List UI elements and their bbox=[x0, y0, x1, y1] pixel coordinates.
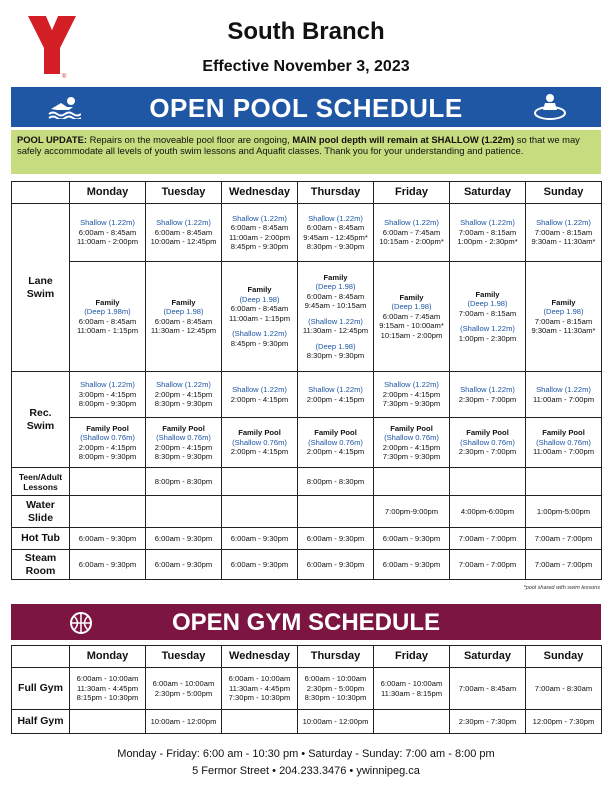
schedule-line: 2:00pm - 4:15pm bbox=[306, 447, 365, 457]
day-header: Thursday bbox=[298, 182, 374, 204]
steam-cell: 6:00am - 9:30pm bbox=[146, 550, 222, 580]
half-gym-cell bbox=[374, 710, 450, 734]
rec-family-cell bbox=[146, 418, 222, 468]
hottub-cell: 6:00am - 9:30pm bbox=[298, 528, 374, 550]
schedule-line: 7:00am - 8:30am bbox=[534, 683, 593, 693]
row-label-half-gym: Half Gym bbox=[12, 710, 70, 734]
schedule-line: Shallow (1.22m) bbox=[308, 385, 363, 394]
slide-cell: 4:00pm-6:00pm bbox=[450, 496, 526, 528]
schedule-line: Shallow (1.22m) bbox=[384, 218, 439, 228]
full-gym-row bbox=[12, 668, 602, 710]
schedule-line: 8:00pm - 9:30pm bbox=[78, 452, 137, 461]
schedule-line: 3:00pm - 4:15pm bbox=[78, 389, 137, 399]
rec-family-cell bbox=[374, 418, 450, 468]
corner-cell bbox=[12, 646, 70, 668]
steam-room-row bbox=[12, 550, 602, 580]
lane-shallow-cell bbox=[526, 204, 602, 262]
gym-banner bbox=[11, 604, 601, 640]
schedule-line: 8:00pm - 9:30pm bbox=[78, 399, 137, 409]
schedule-line: 9:45am - 12:45pm* bbox=[303, 232, 368, 242]
rec-swim-shallow-row bbox=[12, 372, 602, 418]
schedule-line: 11:00am - 2:00pm bbox=[228, 232, 291, 242]
day-header: Wednesday bbox=[222, 182, 298, 204]
schedule-line: Family Pool bbox=[162, 423, 205, 433]
rec-family-cell bbox=[298, 418, 374, 468]
rec-family-cell bbox=[526, 418, 602, 468]
schedule-line: Shallow (1.22m) bbox=[536, 385, 591, 394]
schedule-line: Shallow (1.22m) bbox=[308, 213, 363, 223]
teen-cell bbox=[450, 468, 526, 496]
rec-family-cell bbox=[450, 418, 526, 468]
schedule-line: 6:00am - 8:45am bbox=[306, 223, 365, 232]
schedule-line: 2:00pm - 4:15pm bbox=[154, 442, 213, 452]
rec-family-cell bbox=[222, 418, 298, 468]
half-gym-cell: 10:00am - 12:00pm bbox=[146, 710, 222, 734]
half-gym-cell: 12:00pm - 7:30pm bbox=[526, 710, 602, 734]
schedule-line: Shallow (1.22m) bbox=[156, 218, 211, 228]
schedule-line: 7:30pm - 10:30pm bbox=[228, 693, 291, 703]
lane-family-cell-sat: Family (Deep 1.98) 7:00am - 8:15am (Shallow 1.22m) 1:00pm - 2:30pm bbox=[450, 262, 526, 372]
schedule-line: 7:00am - 8:15am bbox=[534, 227, 593, 237]
schedule-line: 6:00am - 8:45am bbox=[154, 227, 213, 237]
schedule-line: Family Pool bbox=[390, 423, 433, 433]
lane-shallow-cell bbox=[298, 204, 374, 262]
half-gym-cell bbox=[222, 710, 298, 734]
schedule-line: 7:30pm - 9:30pm bbox=[382, 452, 441, 461]
schedule-line: 2:00pm - 4:15pm bbox=[230, 447, 289, 457]
svg-text:®: ® bbox=[62, 74, 67, 80]
schedule-line: 6:00am - 8:45am bbox=[230, 223, 289, 232]
schedule-line: 6:00am - 8:45am bbox=[78, 227, 137, 237]
day-header: Saturday bbox=[450, 646, 526, 668]
schedule-line: 2:00pm - 4:15pm bbox=[382, 442, 441, 452]
rec-shallow-cell bbox=[374, 372, 450, 418]
schedule-line: 2:00pm - 4:15pm bbox=[382, 389, 441, 399]
schedule-line: 6:00am - 10:00am bbox=[152, 679, 215, 688]
schedule-line: 11:00am - 7:00pm bbox=[532, 447, 595, 457]
hottub-cell: 6:00am - 9:30pm bbox=[222, 528, 298, 550]
schedule-line: Shallow (1.22m) bbox=[384, 380, 439, 390]
schedule-line: Shallow (1.22m) bbox=[80, 218, 135, 228]
corner-cell bbox=[12, 182, 70, 204]
schedule-line: 8:15pm - 10:30pm bbox=[76, 693, 139, 703]
day-header: Monday bbox=[70, 646, 146, 668]
schedule-line: (Shallow 0.76m) bbox=[384, 433, 439, 442]
rec-shallow-cell bbox=[222, 372, 298, 418]
schedule-line: Family Pool bbox=[86, 423, 129, 433]
schedule-line: 2:30pm - 5:00pm bbox=[306, 683, 365, 693]
teen-cell bbox=[526, 468, 602, 496]
lane-family-cell-sun: Family (Deep 1.98) 7:00am - 8:15am 9:30am - 11:30am* bbox=[526, 262, 602, 372]
schedule-line: 10:15am - 2:00pm* bbox=[379, 237, 444, 247]
hot-tub-icon bbox=[533, 92, 567, 122]
hot-tub-row bbox=[12, 528, 602, 550]
steam-cell: 7:00am - 7:00pm bbox=[526, 550, 602, 580]
rec-swim-family-row bbox=[12, 418, 602, 468]
pool-update-text-2: so that we may safely accommodate all levels of youth swim lessons and Aquafit classes. Thank you for your understanding and patience. bbox=[17, 134, 580, 157]
lane-swim-shallow-row bbox=[12, 204, 602, 262]
day-header: Tuesday bbox=[146, 646, 222, 668]
schedule-line: Family Pool bbox=[314, 428, 357, 438]
teen-lessons-row bbox=[12, 468, 602, 496]
pool-banner-title: OPEN POOL SCHEDULE bbox=[149, 93, 463, 123]
schedule-line: 2:00pm - 4:15pm bbox=[154, 389, 213, 399]
teen-cell bbox=[70, 468, 146, 496]
schedule-line: Family Pool bbox=[466, 428, 509, 438]
row-label-water-slide: Water Slide bbox=[12, 496, 70, 528]
schedule-line: 9:30am - 11:30am* bbox=[531, 237, 596, 247]
schedule-line: (Shallow 0.76m) bbox=[536, 437, 591, 447]
hottub-cell: 7:00am - 7:00pm bbox=[526, 528, 602, 550]
water-slide-row bbox=[12, 496, 602, 528]
schedule-line: Shallow (1.22m) bbox=[536, 218, 591, 228]
day-header: Saturday bbox=[450, 182, 526, 204]
schedule-line: 6:00am - 10:00am bbox=[76, 674, 139, 684]
slide-cell bbox=[222, 496, 298, 528]
schedule-line: 6:00am - 7:45am bbox=[382, 227, 441, 237]
half-gym-cell bbox=[70, 710, 146, 734]
steam-cell: 6:00am - 9:30pm bbox=[374, 550, 450, 580]
schedule-line: Shallow (1.22m) bbox=[460, 218, 515, 228]
schedule-line: Shallow (1.22m) bbox=[80, 380, 135, 390]
row-label-rec-swim: Rec. Swim bbox=[12, 372, 70, 468]
schedule-line: 11:00am - 2:00pm bbox=[76, 237, 139, 247]
pool-update-bold: MAIN pool depth will remain at SHALLOW (1.22m) bbox=[292, 134, 515, 145]
schedule-line: 11:00am - 7:00pm bbox=[532, 394, 595, 404]
slide-cell bbox=[70, 496, 146, 528]
schedule-line: (Shallow 0.76m) bbox=[232, 437, 287, 447]
row-label-steam-room: Steam Room bbox=[12, 550, 70, 580]
schedule-line: 8:30pm - 9:30pm bbox=[154, 399, 213, 409]
row-label-full-gym: Full Gym bbox=[12, 668, 70, 710]
schedule-line: 8:45pm - 9:30pm bbox=[230, 242, 289, 251]
lane-shallow-cell bbox=[374, 204, 450, 262]
schedule-line: 2:00pm - 4:15pm bbox=[306, 394, 365, 404]
day-header: Tuesday bbox=[146, 182, 222, 204]
schedule-line: 11:30am - 8:15pm bbox=[380, 688, 443, 698]
schedule-line: 2:00pm - 4:15pm bbox=[78, 442, 137, 452]
lane-family-cell-fri: Family (Deep 1.98) 6:00am - 7:45am 9:15am - 10:00am* 10:15am - 2:00pm bbox=[374, 262, 450, 372]
schedule-line: 8:30pm - 9:30pm bbox=[306, 242, 365, 251]
gym-header-row bbox=[12, 646, 602, 668]
schedule-line: 6:00am - 10:00am bbox=[304, 674, 367, 684]
rec-shallow-cell bbox=[450, 372, 526, 418]
hottub-cell: 6:00am - 9:30pm bbox=[70, 528, 146, 550]
address-contact: 5 Fermor Street • 204.233.3476 • ywinnipeg.ca bbox=[192, 765, 420, 777]
schedule-line: 10:00am - 12:45pm bbox=[150, 237, 217, 247]
rec-family-cell bbox=[70, 418, 146, 468]
slide-cell: 7:00pm-9:00pm bbox=[374, 496, 450, 528]
lane-shallow-cell bbox=[146, 204, 222, 262]
day-header: Wednesday bbox=[222, 646, 298, 668]
day-header: Thursday bbox=[298, 646, 374, 668]
schedule-line: (Shallow 0.76m) bbox=[460, 437, 515, 447]
hottub-cell: 6:00am - 9:30pm bbox=[146, 528, 222, 550]
day-header: Friday bbox=[374, 646, 450, 668]
schedule-line: 2:30pm - 7:00pm bbox=[458, 394, 517, 404]
page-title: South Branch bbox=[227, 18, 385, 45]
row-label-teen-lessons: Teen/Adult Lessons bbox=[12, 468, 70, 496]
steam-cell: 7:00am - 7:00pm bbox=[450, 550, 526, 580]
facility-hours: Monday - Friday: 6:00 am - 10:30 pm • Saturday - Sunday: 7:00 am - 8:00 pm bbox=[117, 748, 495, 760]
schedule-line: 1:00pm - 2:30pm* bbox=[457, 237, 518, 247]
schedule-line: Shallow (1.22m) bbox=[232, 213, 287, 223]
schedule-line: 7:00am - 8:45am bbox=[458, 683, 517, 693]
schedule-line: 2:00pm - 4:15pm bbox=[230, 394, 289, 404]
hottub-cell: 6:00am - 9:30pm bbox=[374, 528, 450, 550]
schedule-line: 7:30pm - 9:30pm bbox=[382, 399, 441, 409]
schedule-line: 8:30pm - 9:30pm bbox=[154, 452, 213, 461]
pool-update-notice bbox=[11, 130, 601, 174]
schedule-line: 7:00am - 8:15am bbox=[458, 227, 517, 237]
pool-update-text-1: Repairs on the moveable pool floor are ongoing, bbox=[86, 134, 293, 145]
gym-banner-title: OPEN GYM SCHEDULE bbox=[171, 609, 441, 636]
day-header: Friday bbox=[374, 182, 450, 204]
day-header: Monday bbox=[70, 182, 146, 204]
schedule-line: 2:30pm - 7:00pm bbox=[458, 447, 517, 457]
slide-cell bbox=[298, 496, 374, 528]
gym-schedule-table bbox=[11, 645, 602, 734]
lane-family-cell-thu: Family (Deep 1.98) 6:00am - 8:45am 9:45am - 10:15am (Shallow 1.22m) 11:30am - 12:45pm (Deep 1.98) 8:30pm - 9:30pm bbox=[298, 262, 374, 372]
full-gym-cell bbox=[298, 668, 374, 710]
half-gym-row bbox=[12, 710, 602, 734]
steam-cell: 6:00am - 9:30pm bbox=[222, 550, 298, 580]
day-header: Sunday bbox=[526, 646, 602, 668]
lane-shallow-cell bbox=[450, 204, 526, 262]
schedule-line: 11:30am - 4:45pm bbox=[76, 683, 139, 693]
hottub-cell: 7:00am - 7:00pm bbox=[450, 528, 526, 550]
teen-cell bbox=[222, 468, 298, 496]
lane-shallow-cell bbox=[70, 204, 146, 262]
steam-cell: 6:00am - 9:30pm bbox=[70, 550, 146, 580]
teen-cell bbox=[374, 468, 450, 496]
steam-cell: 6:00am - 9:30pm bbox=[298, 550, 374, 580]
pool-banner bbox=[11, 87, 601, 127]
slide-cell: 1:00pm-5:00pm bbox=[526, 496, 602, 528]
schedule-line: 2:30pm - 5:00pm bbox=[154, 688, 213, 698]
schedule-line: (Shallow 0.76m) bbox=[156, 433, 211, 442]
slide-cell bbox=[146, 496, 222, 528]
half-gym-cell: 2:30pm - 7:30pm bbox=[450, 710, 526, 734]
lane-swim-family-row bbox=[12, 262, 602, 372]
schedule-line: 6:00am - 10:00am bbox=[228, 674, 291, 684]
full-gym-cell bbox=[222, 668, 298, 710]
day-header: Sunday bbox=[526, 182, 602, 204]
full-gym-cell bbox=[374, 668, 450, 710]
schedule-line: Shallow (1.22m) bbox=[156, 380, 211, 390]
full-gym-cell bbox=[70, 668, 146, 710]
lane-family-cell-tue: Family (Deep 1.98) 6:00am - 8:45am 11:30am - 12:45pm bbox=[146, 262, 222, 372]
pool-schedule-table bbox=[11, 181, 602, 580]
schedule-line: Family Pool bbox=[238, 428, 281, 438]
full-gym-cell bbox=[526, 668, 602, 710]
schedule-line: Shallow (1.22m) bbox=[460, 385, 515, 394]
schedule-line: 11:30am - 4:45pm bbox=[228, 683, 291, 693]
rec-shallow-cell bbox=[526, 372, 602, 418]
effective-date: Effective November 3, 2023 bbox=[202, 58, 410, 75]
schedule-line: (Shallow 0.76m) bbox=[308, 437, 363, 447]
teen-cell: 8:00pm - 8:30pm bbox=[298, 468, 374, 496]
teen-cell: 8:00pm - 8:30pm bbox=[146, 468, 222, 496]
schedule-line: Family Pool bbox=[542, 428, 585, 438]
rec-shallow-cell bbox=[146, 372, 222, 418]
schedule-line: Shallow (1.22m) bbox=[232, 385, 287, 394]
schedule-line: 6:00am - 10:00am bbox=[380, 679, 443, 688]
row-label-hot-tub: Hot Tub bbox=[12, 528, 70, 550]
pool-header-row bbox=[12, 182, 602, 204]
lane-family-cell-wed: Family (Deep 1.98) 6:00am - 8:45am 11:00am - 1:15pm (Shallow 1.22m) 8:45pm - 9:30pm bbox=[222, 262, 298, 372]
rec-shallow-cell bbox=[298, 372, 374, 418]
rec-shallow-cell bbox=[70, 372, 146, 418]
lane-shallow-cell bbox=[222, 204, 298, 262]
schedule-line: (Shallow 0.76m) bbox=[80, 433, 135, 442]
shared-pool-footnote: *pool shared with swim lessons bbox=[523, 585, 600, 591]
half-gym-cell: 10:00am - 12:00pm bbox=[298, 710, 374, 734]
schedule-line: 8:30pm - 10:30pm bbox=[304, 693, 367, 703]
row-label-lane-swim: Lane Swim bbox=[12, 204, 70, 372]
lane-family-cell-mon: Family (Deep 1.98m) 6:00am - 8:45am 11:00am - 1:15pm bbox=[70, 262, 146, 372]
full-gym-cell bbox=[146, 668, 222, 710]
pool-update-label: POOL UPDATE: bbox=[17, 134, 87, 145]
full-gym-cell bbox=[450, 668, 526, 710]
